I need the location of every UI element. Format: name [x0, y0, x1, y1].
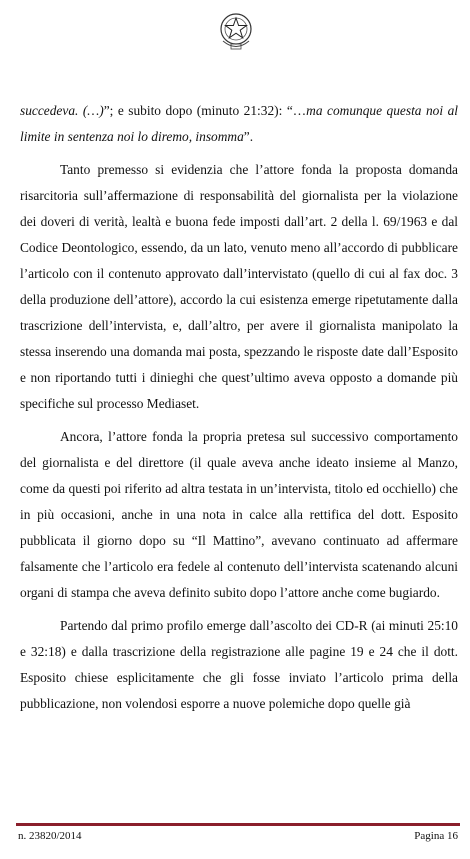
paragraph-1: [20, 98, 458, 150]
quote-italic-2: ma comunque questa noi al limite in sentenza noi lo diremo, insomma: [20, 103, 458, 144]
page-number: Pagina 16: [414, 830, 458, 842]
paragraph-3: Ancora, l’attore fonda la propria pretesa sul successivo comportamento del giornalista e del direttore (il quale aveva anche ideato insieme al Manzo, come da questi poi riferito ad altra testata in un’intervista, titolo ed occhiello) che in più occasioni, anche in una nota in calce alla rettifica del dott. Esposito pubblicata il giorno dopo su “Il Mattino”, avevano continuato ad affermare falsamente che l’articolo era fedele al contenuto dell’intervista scatenando alcuni organi di stampa che aveva definito subito dopo l’attore anche come bugiardo.: [20, 429, 458, 600]
page-footer: [18, 830, 458, 842]
quote-italic-1: succedeva. (…): [20, 103, 104, 118]
quote-text-1: ”; e subito dopo (minuto 21:32): “…: [103, 103, 307, 118]
footer-divider: [16, 823, 460, 826]
case-number: n. 23820/2014: [18, 830, 82, 842]
paragraph-2: Tanto premesso si evidenzia che l’attore fonda la proposta domanda risarcitoria sull’affermazione di responsabilità del giornalista per la violazione dei doveri di verità, lealtà e buona fede imposti dall’art. 2 della l. 69/1963 e dal Codice Deontologico, essendo, da un lato, venuto meno all’accordo di pubblicare l’articolo con il contenuto approvato dall’intervistato (quello di cui al fax doc. 3 della produzione dell’attore), accordo la cui esistenza emerge ripetutamente dalla trascrizione dell’intervista, e, dall’altro, per avere il giornalista manipolato la stessa inserendo una domanda mai posta, spezzando le risposte date dall’Esposito e non riportando tutti i dinieghi che quest’ultimo aveva opposto a domande più specifiche sul processo Mediaset.: [20, 162, 458, 411]
quote-text-2: ”.: [243, 129, 254, 144]
document-body: [20, 98, 458, 717]
italian-republic-emblem-icon: [218, 10, 254, 52]
paragraph-4: Partendo dal primo profilo emerge dall’ascolto dei CD-R (ai minuti 25:10 e 32:18) e dalla trascrizione della registrazione alle pagine 19 e 24 che il dott. Esposito chiese esplicitamente che gli fosse inviato l’articolo prima della pubblicazione, non volendosi esporre a nuove polemiche dopo quelle già: [20, 618, 458, 711]
